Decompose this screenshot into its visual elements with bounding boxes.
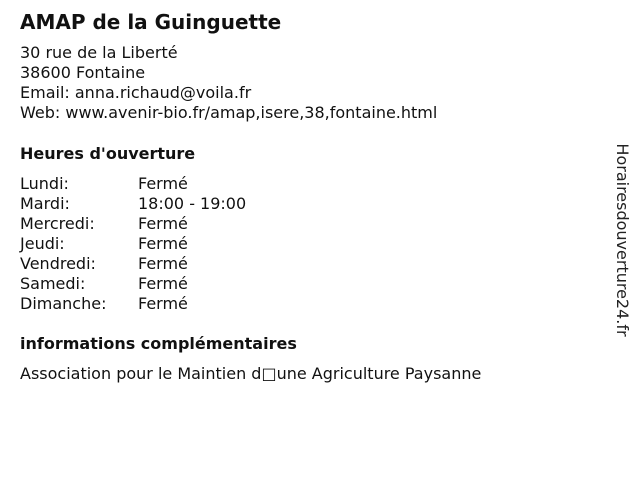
hours-row-samedi xyxy=(20,274,246,294)
hours-row-mercredi xyxy=(20,214,246,234)
day-label: Vendredi: xyxy=(20,254,96,273)
business-name: AMAP de la Guinguette xyxy=(20,10,282,34)
opening-hours-list xyxy=(20,174,246,314)
day-hours: Fermé xyxy=(138,214,188,233)
day-label: Dimanche: xyxy=(20,294,107,313)
hours-heading: Heures d'ouverture xyxy=(20,144,196,163)
day-hours: Fermé xyxy=(138,274,188,293)
hours-row-lundi xyxy=(20,174,246,194)
day-hours: 18:00 - 19:00 xyxy=(138,194,247,213)
day-label: Jeudi: xyxy=(20,234,65,253)
hours-row-jeudi xyxy=(20,234,246,254)
day-hours: Fermé xyxy=(138,294,188,313)
website-line: Web: www.avenir-bio.fr/amap,isere,38,fontaine.html xyxy=(20,103,438,122)
day-label: Samedi: xyxy=(20,274,86,293)
city-address: 38600 Fontaine xyxy=(20,63,146,82)
info-heading: informations complémentaires xyxy=(20,334,297,353)
site-watermark: Horairesdouverture24.fr xyxy=(613,143,632,337)
hours-row-mardi xyxy=(20,194,246,214)
day-label: Mardi: xyxy=(20,194,70,213)
address-block xyxy=(20,43,437,123)
info-description: Association pour le Maintien d□une Agriculture Paysanne xyxy=(20,364,482,383)
hours-row-dimanche xyxy=(20,294,246,314)
day-hours: Fermé xyxy=(138,254,188,273)
day-hours: Fermé xyxy=(138,174,188,193)
day-hours: Fermé xyxy=(138,234,188,253)
day-label: Mercredi: xyxy=(20,214,95,233)
day-label: Lundi: xyxy=(20,174,69,193)
street-address: 30 rue de la Liberté xyxy=(20,43,178,62)
hours-row-vendredi xyxy=(20,254,246,274)
email-line: Email: anna.richaud@voila.fr xyxy=(20,83,252,102)
